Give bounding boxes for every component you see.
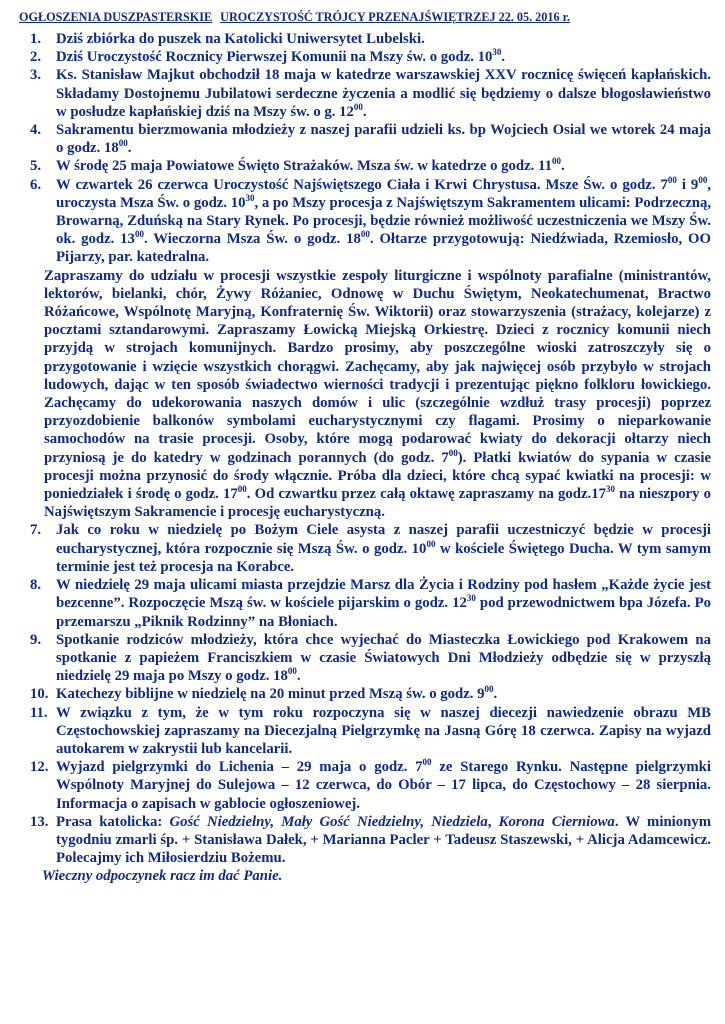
time-minutes: 00 [287,666,297,677]
item-text: W związku z tym, że w tym roku rozpoczyna się w naszej diecezji nawiedzenie obrazu MB Częstochowskiej zapraszamy na Diecezjalną Pielgrzymkę na Jasną Górę 18 czerwca. Zapisy na wyjazd autokarem w zakrystii lub kancelarii. [56,704,711,757]
list-item [12,48,711,66]
item-number: 13. [30,813,49,830]
item-text-tail: . [127,140,132,157]
item-text: Katechezy biblijne w niedzielę na 20 minut przed Mszą św. o godz. 9 [56,686,485,703]
list-item [12,631,711,686]
time-minutes: 30 [605,484,615,495]
list-item [12,66,711,121]
item-text: W czwartek 26 czerwca Uroczystość Najświętszego Ciała i Krwi Chrystusa. Msze Św. o godz. 7 [56,176,668,193]
item-text: Sakramentu bierzmowania młodzieży z naszej parafii udzieli ks. bp Wojciech Osial we wtorek 24 maja o godz. 18 [56,122,711,157]
procession-invitation [44,267,711,522]
item-text: Jak co roku w niedzielę po Bożym Ciele asysta z naszej parafii uczestniczyć będzie w procesji eucharystycznej, która rozpocznie się Mszą Św. o godz. 10 [56,522,711,557]
list-item [12,121,711,157]
item-text: Prasa katolicka: [56,813,170,830]
announcement-list [12,30,711,886]
time-minutes: 00 [422,757,432,768]
item-text-tail: pod przewodnictwem bpa Józefa. Po przemarszu „Piknik Rodzinny” na Błoniach. [56,595,711,630]
item-number: 9. [30,631,42,648]
item-text: , [487,813,499,830]
item-number: 3. [30,67,42,84]
item-number: 8. [30,577,42,594]
time-minutes: 30 [245,192,255,203]
item-text: Dziś zbiórka do puszek na Katolicki Uniwersytet Lubelski. [56,31,425,47]
item-number: 4. [30,122,42,139]
time-minutes: 00 [667,174,677,185]
list-item [12,813,711,886]
item-number: 12. [30,759,49,776]
item-text: . W minionym tygodniu zmarli śp. + Stanisława Dałek, + Marianna Pacler + Tadeusz Staszewski, + Alicja Adamcewicz. Polecajmy ich Miłosierdziu Bożemu. [56,813,711,867]
time-minutes: 00 [698,174,708,185]
item-number: 6. [30,176,42,193]
item-text: Zapraszamy do udziału w procesji wszystkie zespoły liturgiczne i wspólnoty parafialne (ministrantów, lektorów, bielanki, chór, Żywy Różaniec, Odnowę w Duchu Świętym, Neokatechumenat, Bractwo Różańcowe, Wspólnotę Maryjną, Konfraternię Św. Wiktorii) oraz stowarzyszenia (strażacy, kolejarze) z pocztami sztandarowymi. Zapraszamy Łowicką Miejską Orkiestrę. Dzieci z rocznicy komunii niech przyjdą w strojach komunijnych. Bardzo prosimy, aby poszczególne wioski zatroszczyły się o przygotowanie i wzięcie wszystkich chorągwi. Zachęcamy, aby jak najwięcej osób przybyło w strojach ludowych, dając w ten sposób świadectwo wierności tradycji i prezentując piękno folkloru łowickiego. Zachęcamy do udekorowania naszych domów i ulic (szczególnie wzdłuż trasy procesji) poprzez przyozdobienie balkonów symbolami eucharystycznymi czy flagami. Prosimy o nieparkowanie samochodów na trasie procesji. Osoby, które mogą podarować kwiaty do dekoracji ołtarzy niech przyniosą je do katedry w godzinach porannych (do godz. 7 [44,267,711,466]
list-item [12,704,711,759]
item-text-tail: . [493,686,498,703]
press-titles: Gość Niedzielny, Mały Gość Niedzielny, Niedziela [169,813,488,830]
time-minutes: 30 [466,593,476,604]
item-text: , uroczysta Msza Św. o godz. 10 [56,176,711,211]
item-number: 10. [30,686,49,703]
time-minutes: 00 [484,684,494,695]
title-part-1: OGŁOSZENIA DUSZPASTERSKIE [19,10,213,24]
closing-prayer: Wieczny odpoczynek racz im dać Panie. [42,868,283,885]
list-item [12,157,711,175]
time-minutes: 00 [426,538,436,549]
time-minutes: 00 [118,138,128,149]
item-text: . Wieczorna Msza Św. o godz. 18 [143,231,361,248]
time-minutes: 00 [237,484,247,495]
item-text: na nieszpory o Najświętszym Sakramencie i procesję eucharystyczną. [44,486,711,521]
item-number: 5. [30,158,42,175]
list-item [12,521,711,576]
item-text-tail: . [561,158,565,175]
item-text: Ks. Stanisław Majkut obchodził 18 maja w katedrze warszawskiej XXV rocznicę święceń kapłańskich. Składamy Dostojnemu Jubilatowi serdeczne życzenia a modlić się będziemy o dalsze błogosławieństwo w posłudze kapłańskiej dziś na Mszy św. o g. 12 [56,67,711,120]
item-number: 11. [30,704,48,721]
time-minutes: 00 [134,229,144,240]
list-item [12,30,711,48]
item-text-tail: w kościele Świętego Ducha. W tym samym terminie jest też procesja na Korabce. [56,540,711,575]
item-text: . Ołtarze przygotowują: Niedźwiada, Rzemiosło, OO Pijarzy, par. katedralna. [56,231,711,266]
item-text-tail: . [362,103,367,120]
time-minutes: 00 [360,229,370,240]
item-text: Wyjazd pielgrzymki do Lichenia – 29 maja o godz. 7 [56,759,423,776]
item-text: . Od czwartku przez całą oktawę zapraszamy na godz.17 [246,486,606,503]
list-item [12,758,711,813]
time-minutes: 00 [353,101,363,112]
item-text: W niedzielę 29 maja ulicami miasta przejdzie Marsz dla Życia i Rodziny pod hasłem „Każde życie jest bezcenne”. Rozpoczęcie Mszą św. w kościele pijarskim o godz. 12 [56,577,711,612]
press-title: Korona Cierniowa [498,813,615,830]
time-minutes: 00 [448,447,458,458]
item-text: , a po Mszy procesja z Najświętszym Sakramentem ulicami: Podrzeczną, Browarną, Zduńską na Stary Rynek. Po procesji, będzie również możliwość uczestniczenia we Mszy Św. ok. godz. 13 [56,194,712,248]
time-minutes: 00 [552,156,561,167]
list-item [12,176,711,522]
item-number: 1. [30,31,42,47]
title-part-2: UROCZYSTOŚĆ TRÓJCY PRZENAJŚWIĘTRZEJ 22. 05. 2016 r. [220,10,570,24]
item-text-tail: ze Starego Rynku. Następne pielgrzymki Wspólnoty Maryjnej do Sulejowa – 12 czerwca, do Obór – 17 lipca, do Częstochowy – 28 sierpnia. Informacja o zapisach w gablocie ogłoszeniowej. [56,759,711,812]
item-text: i 9 [676,176,699,193]
list-item [12,576,711,631]
item-text-tail: . [501,49,506,66]
item-text: W środę 25 maja Powiatowe Święto Strażaków. Msza św. w katedrze o godz. 11 [56,158,552,175]
item-number: 2. [30,49,42,66]
item-text: ). Płatki kwiatów do sypania w czasie procesji można przynosić do środy włącznie. Próba dla dzieci, które chcą sypać kwiatki na procesji: w poniedziałek i środę o godz. 17 [44,449,711,503]
item-text: Spotkanie rodziców młodzieży, która chce wyjechać do Miasteczka Łowickiego pod Krakowem na spotkanie z papieżem Franciszkiem w czasie Światowych Dni Młodzieży odbędzie się w przyszłą niedzielę 29 maja po Mszy o godz. 18 [56,631,711,685]
page-title [19,10,711,25]
item-text-tail: . [296,668,301,685]
time-minutes: 30 [492,47,502,58]
item-text: Dziś Uroczystość Rocznicy Pierwszej Komunii na Mszy św. o godz. 10 [56,49,493,66]
item-number: 7. [30,522,42,539]
list-item [12,685,711,703]
